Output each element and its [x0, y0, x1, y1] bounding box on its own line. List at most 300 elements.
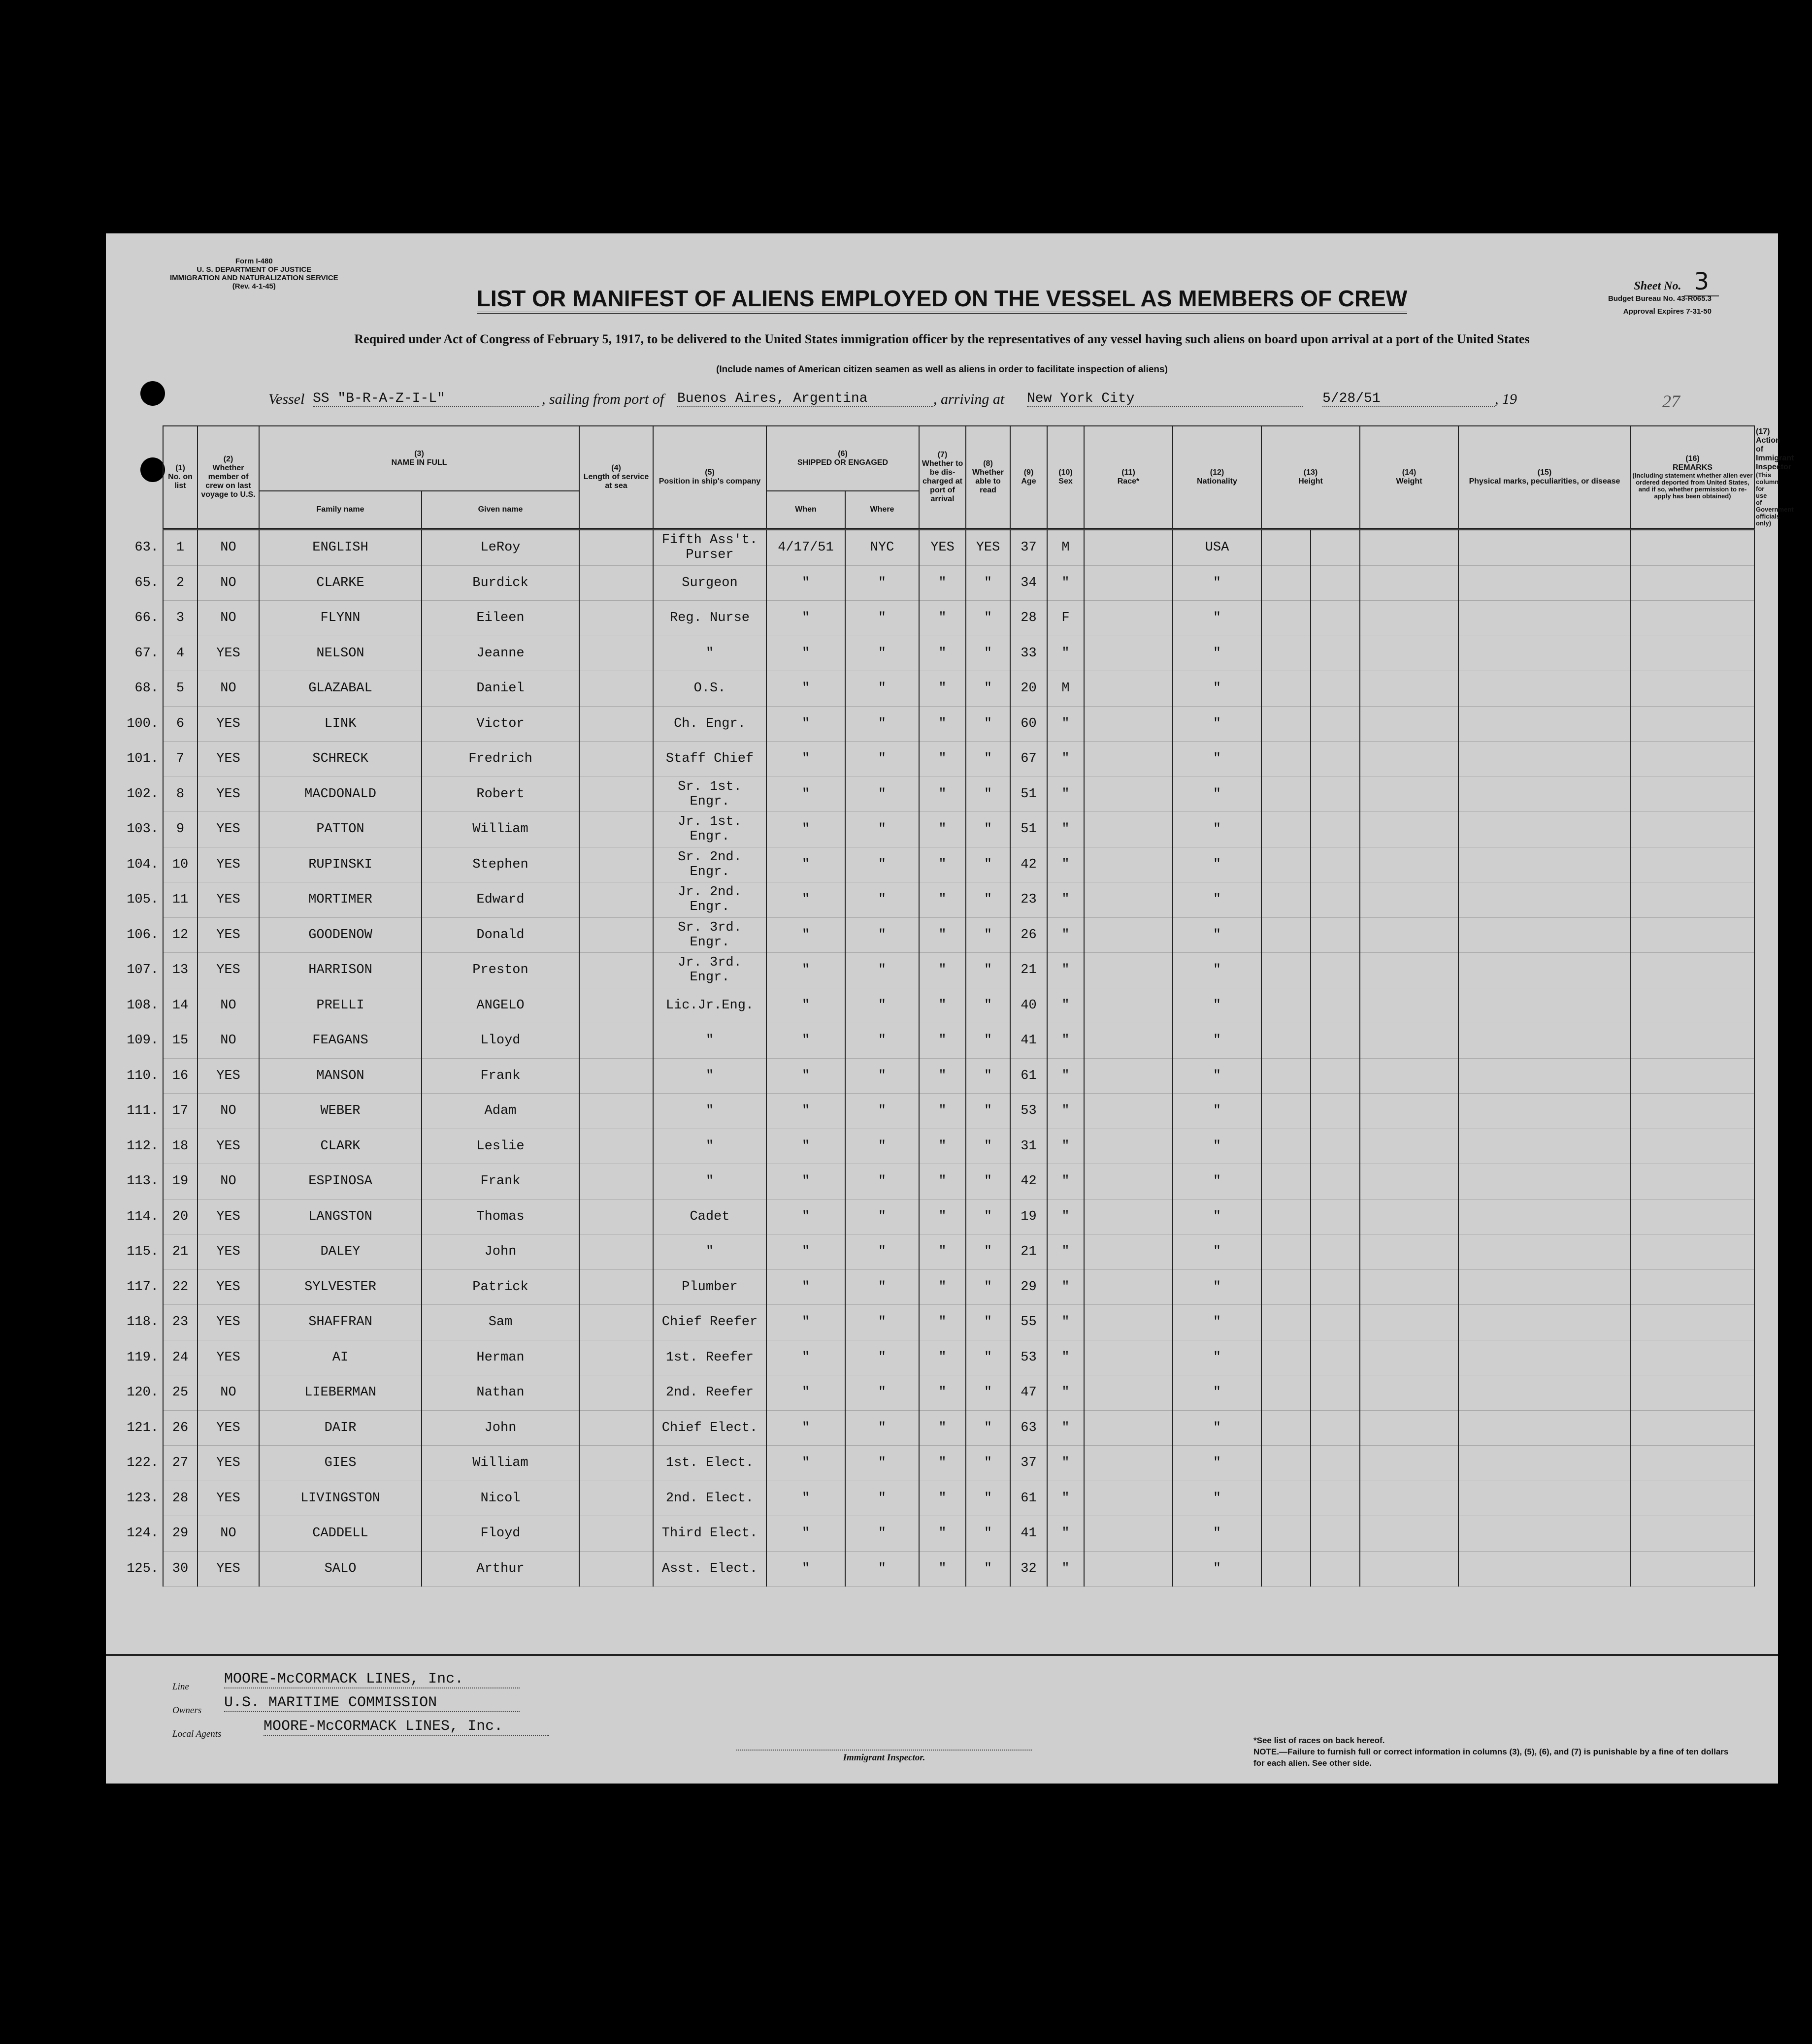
line-value: MOORE-McCORMACK LINES, Inc.	[224, 1671, 520, 1688]
list-number-cell	[134, 601, 198, 636]
remarks-cell	[1458, 1094, 1631, 1129]
physical-marks-cell	[1360, 1058, 1458, 1094]
physical-marks-cell	[1360, 1551, 1458, 1587]
remarks-ext-cell	[1631, 529, 1754, 566]
shipped-when-cell: "	[766, 1375, 845, 1411]
shipped-when-cell: "	[766, 1164, 845, 1200]
sex-cell: "	[1047, 1375, 1084, 1411]
margin-sequence-number: 65.	[134, 575, 159, 590]
list-number-cell	[127, 1410, 198, 1446]
position-cell: Surgeon	[653, 565, 766, 601]
service-length-cell	[579, 917, 653, 953]
weight-cell	[1311, 953, 1360, 988]
margin-sequence-number: 67.	[134, 646, 159, 661]
list-number-cell	[127, 812, 198, 847]
list-number-cell	[127, 1269, 198, 1305]
margin-sequence-number: 101.	[127, 751, 159, 767]
list-number-cell	[134, 565, 198, 601]
position-cell: Ch. Engr.	[653, 706, 766, 742]
table-row	[163, 1023, 1754, 1059]
age-cell: 37	[1010, 529, 1047, 566]
remarks-cell	[1458, 988, 1631, 1023]
remarks-cell	[1458, 1164, 1631, 1200]
given-name-cell: Floyd	[422, 1516, 579, 1552]
last-voyage-cell: NO	[198, 1094, 259, 1129]
remarks-ext-cell	[1631, 1375, 1754, 1411]
col-number: (15)	[1537, 468, 1552, 477]
shipped-where-cell: "	[845, 1234, 919, 1270]
list-number-value: 27	[172, 1456, 189, 1471]
race-cell	[1084, 529, 1173, 566]
able-to-read-cell: "	[966, 988, 1010, 1023]
shipped-when-cell: "	[766, 1516, 845, 1552]
position-cell: "	[653, 1058, 766, 1094]
race-cell	[1084, 1129, 1173, 1164]
shipped-when-cell: "	[766, 1446, 845, 1481]
shipped-where-cell: "	[845, 988, 919, 1023]
list-number-cell	[127, 1094, 198, 1129]
weight-cell	[1311, 1340, 1360, 1375]
nationality-cell: "	[1173, 953, 1261, 988]
given-name-cell: Frank	[422, 1058, 579, 1094]
shipped-where-cell: "	[845, 882, 919, 918]
given-name-cell: Adam	[422, 1094, 579, 1129]
family-name-cell: FLYNN	[259, 601, 422, 636]
weight-cell	[1311, 565, 1360, 601]
remarks-ext-cell	[1631, 671, 1754, 707]
service-length-cell	[579, 1058, 653, 1094]
able-to-read-cell: "	[966, 812, 1010, 847]
able-to-read-cell: "	[966, 1516, 1010, 1552]
shipped-where-cell: "	[845, 565, 919, 601]
vessel-label: Vessel	[268, 391, 305, 407]
discharged-cell: "	[919, 1164, 966, 1200]
age-cell: 31	[1010, 1129, 1047, 1164]
remarks-cell	[1458, 742, 1631, 777]
service-length-cell	[579, 1234, 653, 1270]
able-to-read-cell: "	[966, 1551, 1010, 1587]
weight-cell	[1311, 1410, 1360, 1446]
age-cell: 61	[1010, 1481, 1047, 1516]
col-label: Age	[1021, 477, 1036, 486]
page-title	[106, 285, 1778, 314]
list-number-value: 10	[172, 857, 189, 872]
list-number-value: 4	[176, 646, 185, 661]
list-number-value: 15	[172, 1033, 189, 1048]
nationality-cell: "	[1173, 882, 1261, 918]
list-number-cell	[134, 636, 198, 671]
service-length-cell	[579, 529, 653, 566]
list-number-cell	[127, 1234, 198, 1270]
col-header-physical	[1458, 426, 1631, 529]
weight-cell	[1311, 1375, 1360, 1411]
position-cell: 1st. Elect.	[653, 1446, 766, 1481]
height-cell	[1261, 1058, 1311, 1094]
remarks-cell	[1458, 847, 1631, 882]
physical-marks-cell	[1360, 1305, 1458, 1340]
margin-sequence-number: 123.	[127, 1491, 159, 1506]
remarks-ext-cell	[1631, 1199, 1754, 1234]
able-to-read-cell: "	[966, 1375, 1010, 1411]
col-label: NAME IN FULL	[391, 458, 447, 467]
nationality-cell: "	[1173, 1234, 1261, 1270]
family-name-cell: RUPINSKI	[259, 847, 422, 882]
list-number-value: 9	[176, 822, 185, 837]
family-name-cell: LANGSTON	[259, 1199, 422, 1234]
height-cell	[1261, 847, 1311, 882]
shipped-where-cell: "	[845, 1164, 919, 1200]
col-header-remarks	[1631, 426, 1754, 529]
arrival-date: 5/28/51	[1322, 391, 1495, 407]
able-to-read-cell: "	[966, 882, 1010, 918]
title-text: LIST OR MANIFEST OF ALIENS EMPLOYED ON THE VESSEL AS MEMBERS OF CREW	[477, 285, 1408, 314]
last-voyage-cell: YES	[198, 1129, 259, 1164]
table-row	[163, 1269, 1754, 1305]
discharged-cell: "	[919, 1340, 966, 1375]
agents-label: Local Agents	[172, 1729, 222, 1739]
col-label: Physical marks, peculiarities, or disease	[1469, 477, 1620, 486]
race-cell	[1084, 812, 1173, 847]
vessel-name: SS "B-R-A-Z-I-L"	[313, 391, 539, 407]
discharged-cell: "	[919, 1199, 966, 1234]
table-row	[163, 1129, 1754, 1164]
margin-sequence-number: 105.	[127, 892, 159, 908]
sex-cell: "	[1047, 1516, 1084, 1552]
height-cell	[1261, 1446, 1311, 1481]
discharged-cell: "	[919, 1094, 966, 1129]
physical-marks-cell	[1360, 917, 1458, 953]
family-name-cell: CADDELL	[259, 1516, 422, 1552]
shipped-where-cell: "	[845, 601, 919, 636]
discharged-cell: "	[919, 812, 966, 847]
handwritten-number: 27	[1662, 391, 1680, 411]
weight-cell	[1311, 742, 1360, 777]
list-number-value: 3	[176, 611, 185, 626]
given-name-cell: Burdick	[422, 565, 579, 601]
physical-marks-cell	[1360, 1199, 1458, 1234]
crew-table-wrapper	[127, 425, 1812, 1587]
weight-cell	[1311, 812, 1360, 847]
col-header-given-name: Given name	[422, 491, 579, 529]
last-voyage-cell: YES	[198, 847, 259, 882]
sex-cell: "	[1047, 1305, 1084, 1340]
nationality-cell: "	[1173, 742, 1261, 777]
family-name-cell: MANSON	[259, 1058, 422, 1094]
able-to-read-cell: "	[966, 777, 1010, 812]
given-name-cell: William	[422, 812, 579, 847]
list-number-value: 5	[176, 681, 185, 696]
list-number-cell	[127, 1481, 198, 1516]
physical-marks-cell	[1360, 1269, 1458, 1305]
margin-sequence-number: 114.	[127, 1209, 159, 1224]
service-length-cell	[579, 1164, 653, 1200]
able-to-read-cell: "	[966, 1199, 1010, 1234]
age-cell: 53	[1010, 1340, 1047, 1375]
service-length-cell	[579, 1094, 653, 1129]
service-length-cell	[579, 1375, 653, 1411]
race-cell	[1084, 1340, 1173, 1375]
col-label: Race*	[1117, 477, 1140, 486]
age-cell: 21	[1010, 1234, 1047, 1270]
shipped-where-cell: "	[845, 1023, 919, 1059]
age-cell: 21	[1010, 953, 1047, 988]
able-to-read-cell: "	[966, 1269, 1010, 1305]
discharged-cell: "	[919, 917, 966, 953]
race-cell	[1084, 882, 1173, 918]
able-to-read-cell: YES	[966, 529, 1010, 566]
service-length-cell	[579, 1305, 653, 1340]
col-number: (14)	[1402, 468, 1417, 477]
age-cell: 53	[1010, 1094, 1047, 1129]
physical-marks-cell	[1360, 601, 1458, 636]
nationality-cell: "	[1173, 988, 1261, 1023]
sex-cell: "	[1047, 882, 1084, 918]
family-name-cell: PRELLI	[259, 988, 422, 1023]
service-length-cell	[579, 565, 653, 601]
table-row	[163, 1164, 1754, 1200]
race-cell	[1084, 1058, 1173, 1094]
age-cell: 40	[1010, 988, 1047, 1023]
age-cell: 28	[1010, 601, 1047, 636]
remarks-ext-cell	[1631, 882, 1754, 918]
margin-sequence-number: 106.	[127, 927, 159, 942]
margin-sequence-number: 104.	[127, 857, 159, 872]
list-number-cell	[127, 1023, 198, 1059]
physical-marks-cell	[1360, 1234, 1458, 1270]
given-name-cell: Leslie	[422, 1129, 579, 1164]
races-note: *See list of races on back hereof.	[1253, 1736, 1385, 1745]
age-cell: 37	[1010, 1446, 1047, 1481]
weight-cell	[1311, 1129, 1360, 1164]
height-cell	[1261, 988, 1311, 1023]
col-header-last-voyage	[198, 426, 259, 529]
nationality-cell: "	[1173, 847, 1261, 882]
table-row	[163, 1481, 1754, 1516]
remarks-cell	[1458, 1269, 1631, 1305]
remarks-ext-cell	[1631, 1516, 1754, 1552]
remarks-cell	[1458, 1446, 1631, 1481]
last-voyage-cell: YES	[198, 812, 259, 847]
table-row	[163, 882, 1754, 918]
age-cell: 60	[1010, 706, 1047, 742]
shipped-where-cell: "	[845, 1551, 919, 1587]
shipped-where-cell: "	[845, 812, 919, 847]
age-cell: 41	[1010, 1516, 1047, 1552]
given-name-cell: Eileen	[422, 601, 579, 636]
shipped-when-cell: "	[766, 1269, 845, 1305]
col-number: (8)	[983, 459, 993, 468]
remarks-ext-cell	[1631, 812, 1754, 847]
table-row	[163, 812, 1754, 847]
list-number-cell	[134, 529, 198, 566]
position-cell: 2nd. Elect.	[653, 1481, 766, 1516]
race-cell	[1084, 706, 1173, 742]
physical-marks-cell	[1360, 988, 1458, 1023]
service-length-cell	[579, 1551, 653, 1587]
last-voyage-cell: YES	[198, 1340, 259, 1375]
nationality-cell: "	[1173, 1340, 1261, 1375]
service-length-cell	[579, 882, 653, 918]
shipped-where-cell: "	[845, 917, 919, 953]
given-name-cell: John	[422, 1410, 579, 1446]
col-label: Position in ship's company	[659, 477, 761, 486]
shipped-where-cell: "	[845, 1058, 919, 1094]
race-cell	[1084, 1164, 1173, 1200]
race-cell	[1084, 601, 1173, 636]
remarks-cell	[1458, 671, 1631, 707]
remarks-ext-cell	[1631, 777, 1754, 812]
col-label: No. on list	[168, 473, 193, 490]
service-length-cell	[579, 742, 653, 777]
nationality-cell: "	[1173, 1269, 1261, 1305]
discharged-cell: YES	[919, 529, 966, 566]
shipped-when-cell: "	[766, 706, 845, 742]
discharged-cell: "	[919, 953, 966, 988]
remarks-cell	[1458, 565, 1631, 601]
margin-sequence-number: 117.	[127, 1279, 159, 1295]
sex-cell: "	[1047, 777, 1084, 812]
list-number-cell	[127, 953, 198, 988]
sex-cell: "	[1047, 742, 1084, 777]
height-cell	[1261, 1410, 1311, 1446]
position-cell: Plumber	[653, 1269, 766, 1305]
last-voyage-cell: NO	[198, 1164, 259, 1200]
table-row	[163, 1199, 1754, 1234]
weight-cell	[1311, 1199, 1360, 1234]
sex-cell: "	[1047, 1023, 1084, 1059]
given-name-cell: Stephen	[422, 847, 579, 882]
shipped-where-cell: "	[845, 777, 919, 812]
discharged-cell: "	[919, 1129, 966, 1164]
last-voyage-cell: YES	[198, 1481, 259, 1516]
last-voyage-cell: YES	[198, 1058, 259, 1094]
able-to-read-cell: "	[966, 742, 1010, 777]
service-length-cell	[579, 1446, 653, 1481]
shipped-when-cell: "	[766, 1058, 845, 1094]
last-voyage-cell: YES	[198, 1305, 259, 1340]
col-header-name	[259, 426, 579, 491]
nationality-cell: "	[1173, 777, 1261, 812]
shipped-where-cell: "	[845, 1446, 919, 1481]
position-cell: Cadet	[653, 1199, 766, 1234]
physical-marks-cell	[1360, 1129, 1458, 1164]
family-name-cell: SHAFFRAN	[259, 1305, 422, 1340]
position-cell: Sr. 1st. Engr.	[653, 777, 766, 812]
col-header-shipped	[766, 426, 919, 491]
sailing-label: , sailing from port of	[542, 391, 664, 407]
service-length-cell	[579, 1516, 653, 1552]
shipped-where-cell: "	[845, 1269, 919, 1305]
list-number-value: 16	[172, 1068, 189, 1083]
sex-cell: "	[1047, 1129, 1084, 1164]
age-cell: 55	[1010, 1305, 1047, 1340]
remarks-cell	[1458, 1199, 1631, 1234]
list-number-value: 29	[172, 1526, 189, 1541]
table-row	[163, 1516, 1754, 1552]
shipped-where-cell: "	[845, 1375, 919, 1411]
shipped-when-cell: "	[766, 1094, 845, 1129]
given-name-cell: Frank	[422, 1164, 579, 1200]
physical-marks-cell	[1360, 1023, 1458, 1059]
physical-marks-cell	[1360, 1340, 1458, 1375]
height-cell	[1261, 1234, 1311, 1270]
shipped-where-cell: "	[845, 1305, 919, 1340]
last-voyage-cell: YES	[198, 706, 259, 742]
age-cell: 61	[1010, 1058, 1047, 1094]
sex-cell: "	[1047, 1094, 1084, 1129]
age-cell: 47	[1010, 1375, 1047, 1411]
remarks-cell	[1458, 812, 1631, 847]
remarks-ext-cell	[1631, 1094, 1754, 1129]
given-name-cell: Nathan	[422, 1375, 579, 1411]
list-number-value: 20	[172, 1209, 189, 1224]
height-cell	[1261, 1340, 1311, 1375]
margin-sequence-number: 66.	[134, 611, 159, 626]
weight-cell	[1311, 917, 1360, 953]
list-number-cell	[127, 1164, 198, 1200]
family-name-cell: WEBER	[259, 1094, 422, 1129]
list-number-cell	[127, 847, 198, 882]
last-voyage-cell: YES	[198, 882, 259, 918]
nationality-cell: "	[1173, 706, 1261, 742]
shipped-when-cell: "	[766, 1199, 845, 1234]
list-number-value: 23	[172, 1315, 189, 1330]
nationality-cell: "	[1173, 1199, 1261, 1234]
shipped-when-cell: "	[766, 953, 845, 988]
owners-value: U.S. MARITIME COMMISSION	[224, 1694, 520, 1712]
able-to-read-cell: "	[966, 636, 1010, 671]
arriving-port: New York City	[1027, 391, 1303, 407]
margin-sequence-number: 121.	[127, 1420, 159, 1435]
nationality-cell: "	[1173, 1129, 1261, 1164]
weight-cell	[1311, 1234, 1360, 1270]
discharged-cell: "	[919, 1375, 966, 1411]
remarks-ext-cell	[1631, 1269, 1754, 1305]
able-to-read-cell: "	[966, 565, 1010, 601]
form-revision: (Rev. 4-1-45)	[232, 282, 276, 291]
table-row	[163, 601, 1754, 636]
remarks-ext-cell	[1631, 988, 1754, 1023]
position-cell: "	[653, 636, 766, 671]
service-length-cell	[579, 706, 653, 742]
shipped-where-cell: "	[845, 847, 919, 882]
table-row	[163, 1446, 1754, 1481]
height-cell	[1261, 742, 1311, 777]
list-number-cell	[127, 742, 198, 777]
position-cell: "	[653, 1164, 766, 1200]
col-header-discharged	[919, 426, 966, 529]
position-cell: Sr. 2nd. Engr.	[653, 847, 766, 882]
sex-cell: "	[1047, 565, 1084, 601]
nationality-cell: "	[1173, 671, 1261, 707]
table-row	[163, 1410, 1754, 1446]
sex-cell: F	[1047, 601, 1084, 636]
shipped-when-cell: "	[766, 565, 845, 601]
race-cell	[1084, 1094, 1173, 1129]
position-cell: "	[653, 1023, 766, 1059]
table-row	[163, 565, 1754, 601]
margin-sequence-number: 124.	[127, 1526, 159, 1541]
year-label: , 19	[1495, 391, 1517, 407]
family-name-cell: GLAZABAL	[259, 671, 422, 707]
able-to-read-cell: "	[966, 1481, 1010, 1516]
col-number: (1)	[175, 464, 185, 472]
remarks-cell	[1458, 882, 1631, 918]
list-number-cell	[127, 1129, 198, 1164]
col-number: (6)	[838, 450, 848, 458]
service-length-cell	[579, 812, 653, 847]
physical-marks-cell	[1360, 565, 1458, 601]
